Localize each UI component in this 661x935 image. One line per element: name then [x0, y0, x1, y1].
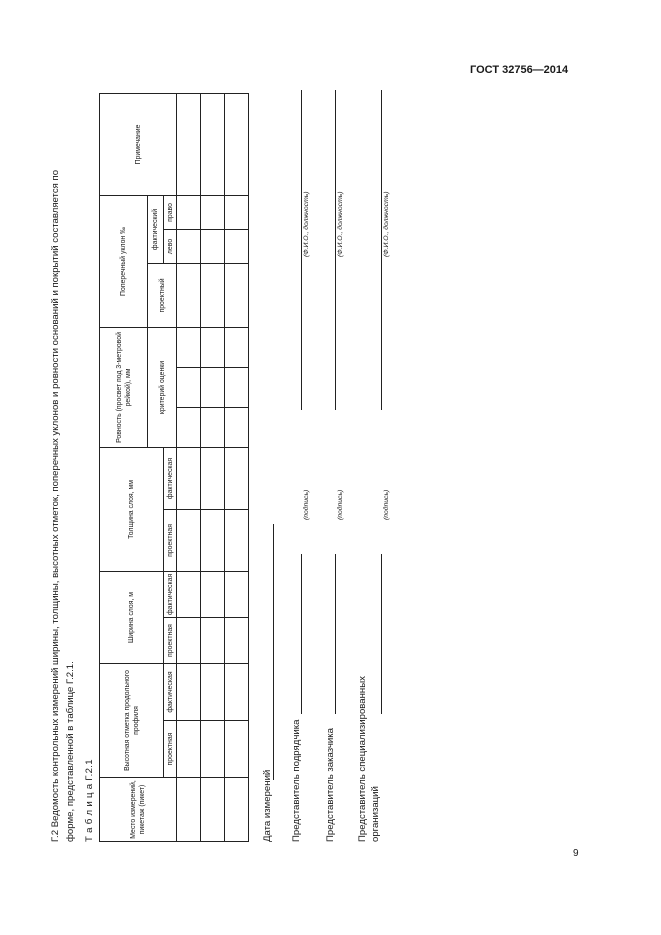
- date-line: [262, 524, 274, 780]
- customer-sign-line: [324, 554, 336, 714]
- page-number: 9: [573, 848, 579, 859]
- intro-paragraph: [48, 92, 78, 842]
- header-evenness: Ровность (просвет под 3-метровой рейкой), мм: [100, 327, 148, 447]
- rotated-content: [48, 90, 248, 842]
- signature-block: [262, 90, 402, 842]
- special-name-line: [370, 90, 382, 410]
- contractor-sign-caption: (подпись): [303, 489, 310, 520]
- contractor-label: Представитель подрядчика: [291, 719, 302, 842]
- customer-label: Представитель заказчика: [325, 728, 336, 842]
- special-sign-line: [370, 554, 382, 714]
- header-slope-actual: фактический: [148, 195, 164, 263]
- intro-line-2: форме, представленной в таблице Г.2.1.: [65, 661, 76, 842]
- date-label: Дата измерений: [262, 769, 273, 842]
- contractor-sign-line: [290, 554, 302, 714]
- header-note: Примечание: [100, 93, 177, 195]
- header-height-actual: фактическая: [164, 664, 177, 721]
- table-row: [201, 93, 225, 841]
- header-width: Ширина слоя, м: [100, 571, 164, 663]
- special-label-line-1: Представитель специализированных: [357, 676, 368, 842]
- header-height-mark: Высотная отметка продольного профиля: [100, 664, 164, 778]
- header-thickness-design: проектная: [164, 509, 177, 571]
- table-row: [177, 93, 201, 841]
- contractor-name-line: [290, 90, 302, 410]
- table-row: [225, 93, 249, 841]
- intro-line-1: Г.2 Ведомость контрольных измерений ширины, толщины, высотных отметок, поперечных уклонов и ровности оснований и покрытий составляется по: [50, 169, 61, 842]
- header-slope-left: лево: [164, 229, 177, 263]
- header-slope-right: право: [164, 195, 177, 229]
- header-width-actual: фактическая: [164, 571, 177, 617]
- measurements-table: [99, 93, 249, 842]
- contractor-name-caption: (Ф.И.О., должность): [303, 191, 310, 257]
- document-standard-number: ГОСТ 32756—2014: [470, 64, 569, 76]
- header-height-design: проектная: [164, 721, 177, 778]
- header-slope: Поперечный уклон ‰: [100, 195, 148, 327]
- special-label-line-2: организаций: [370, 786, 381, 842]
- customer-sign-caption: (подпись): [337, 489, 344, 520]
- special-sign-caption: (подпись): [383, 489, 390, 520]
- special-name-caption: (Ф.И.О., должность): [383, 191, 390, 257]
- header-width-design: проектная: [164, 618, 177, 664]
- customer-name-caption: (Ф.И.О., должность): [337, 191, 344, 257]
- header-thickness: Толщина слоя, мм: [100, 447, 164, 571]
- table-caption: Т а б л и ц а Г.2.1: [84, 759, 95, 842]
- customer-name-line: [324, 90, 336, 410]
- header-thickness-actual: фактическая: [164, 447, 177, 509]
- header-slope-design: проектный: [148, 263, 177, 327]
- header-place: Место измерений, пикетаж (пикет): [100, 778, 177, 842]
- header-criteria: критерий оценки: [148, 327, 177, 447]
